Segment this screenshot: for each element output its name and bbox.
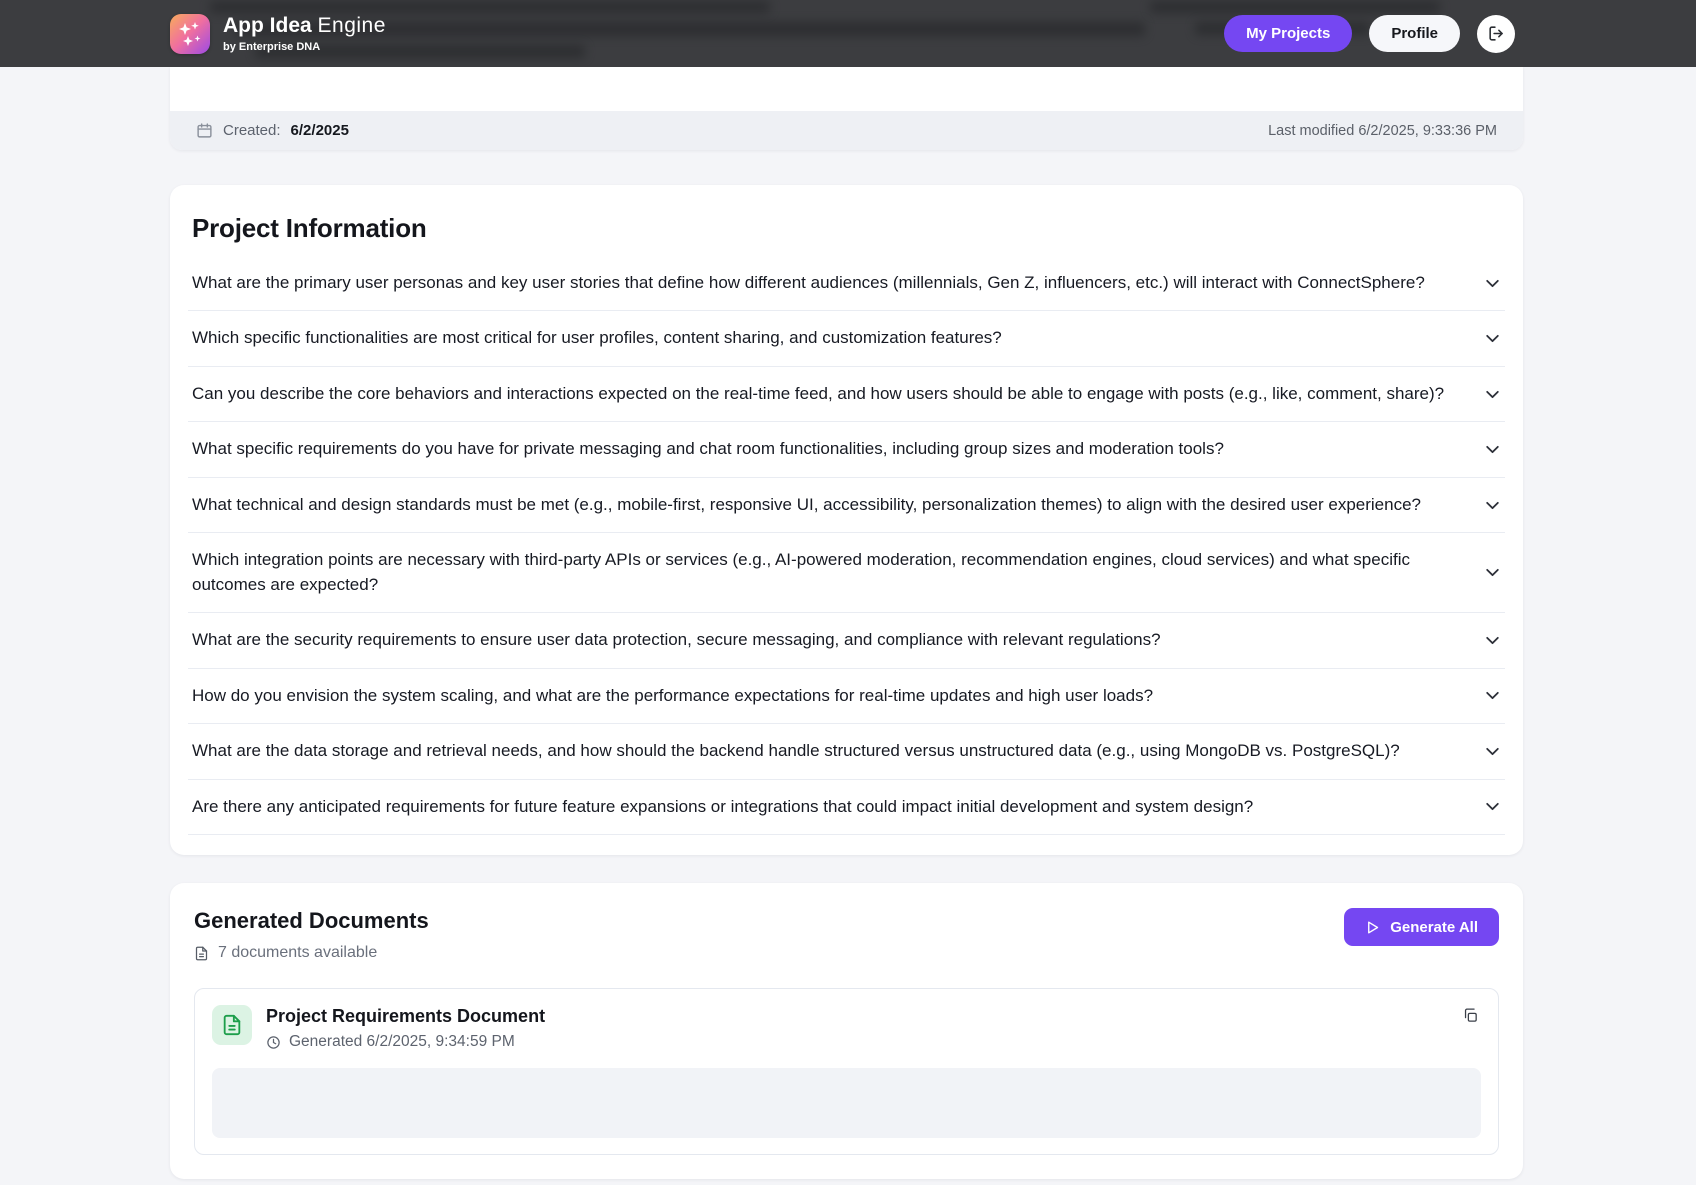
app-subtitle: by Enterprise DNA [223, 40, 321, 53]
profile-button[interactable]: Profile [1369, 15, 1460, 52]
meta-card-body [170, 67, 1523, 111]
question-row[interactable] [188, 311, 1505, 366]
question-row[interactable] [188, 724, 1505, 779]
generated-documents-title: Generated Documents [194, 908, 429, 934]
question-text: Which specific functionalities are most critical for user profiles, content sharing, and customization features? [192, 328, 1002, 348]
generated-documents-card [170, 883, 1523, 1179]
chevron-down-icon [1484, 330, 1501, 347]
app-title: App Idea Engine [223, 14, 386, 38]
question-row[interactable] [188, 669, 1505, 724]
question-row[interactable] [188, 422, 1505, 477]
created-label: Created: [223, 122, 281, 139]
chevron-down-icon [1484, 497, 1501, 514]
question-row[interactable] [188, 367, 1505, 422]
last-modified-text: Last modified 6/2/2025, 9:33:36 PM [1268, 122, 1497, 139]
app-logo[interactable] [170, 14, 210, 54]
project-information-card [170, 185, 1523, 855]
chevron-down-icon [1484, 632, 1501, 649]
copy-button[interactable] [1460, 1005, 1481, 1026]
meta-footer-bar [170, 111, 1523, 150]
logout-icon [1487, 24, 1506, 43]
question-row[interactable] [188, 780, 1505, 835]
my-projects-button[interactable]: My Projects [1224, 15, 1352, 52]
chevron-down-icon [1484, 386, 1501, 403]
chevron-down-icon [1484, 687, 1501, 704]
logout-button[interactable] [1477, 15, 1515, 53]
clock-icon [266, 1035, 281, 1050]
document-generated-text: Generated 6/2/2025, 9:34:59 PM [289, 1033, 515, 1051]
generate-all-button[interactable]: Generate All [1344, 908, 1499, 946]
question-text: Which integration points are necessary with third-party APIs or services (e.g., AI-powered moderation, recommendation engines, cloud services) and what specific outcomes are expected? [192, 550, 1410, 594]
question-text: How do you envision the system scaling, and what are the performance expectations for real-time updates and high user loads? [192, 685, 1154, 705]
project-information-title: Project Information [192, 213, 427, 243]
question-text: What technical and design standards must be met (e.g., mobile-first, responsive UI, accessibility, personalization themes) to align with the desired user experience? [192, 494, 1422, 514]
project-meta-card [170, 67, 1523, 150]
question-row[interactable] [188, 613, 1505, 668]
documents-count-text: 7 documents available [218, 944, 378, 962]
app-title-block [223, 14, 386, 52]
chevron-down-icon [1484, 743, 1501, 760]
question-text: Are there any anticipated requirements for future feature expansions or integrations that could impact initial development and system design? [192, 796, 1254, 816]
question-row[interactable] [188, 478, 1505, 533]
sparkles-icon [175, 19, 205, 49]
question-list [188, 256, 1505, 835]
play-icon [1365, 920, 1380, 935]
question-text: What are the primary user personas and key user stories that define how different audiences (millennials, Gen Z, influencers, etc.) will interact with ConnectSphere? [192, 273, 1425, 292]
document-preview-area [212, 1068, 1481, 1138]
top-navbar [0, 0, 1696, 67]
created-value: 6/2/2025 [290, 122, 349, 139]
question-text: What specific requirements do you have for private messaging and chat room functionalities, including group sizes and moderation tools? [192, 439, 1224, 459]
chevron-down-icon [1484, 798, 1501, 815]
document-icon [194, 945, 209, 962]
chevron-down-icon [1484, 564, 1501, 581]
question-text: What are the security requirements to ensure user data protection, secure messaging, and compliance with relevant regulations? [192, 630, 1161, 650]
document-file-icon [212, 1005, 252, 1045]
question-row[interactable] [188, 256, 1505, 311]
copy-icon [1462, 1007, 1479, 1024]
question-text: What are the data storage and retrieval needs, and how should the backend handle structured versus unstructured data (e.g., using MongoDB vs. PostgreSQL)? [192, 741, 1400, 761]
document-title: Project Requirements Document [266, 1006, 546, 1027]
documents-count-row [194, 944, 429, 962]
calendar-icon [196, 122, 213, 139]
document-item [194, 988, 1499, 1155]
chevron-down-icon [1484, 275, 1501, 292]
question-row[interactable] [188, 533, 1505, 613]
document-list [170, 988, 1523, 1155]
chevron-down-icon [1484, 441, 1501, 458]
question-text: Can you describe the core behaviors and interactions expected on the real-time feed, and how users should be able to engage with posts (e.g., like, comment, share)? [192, 383, 1445, 403]
